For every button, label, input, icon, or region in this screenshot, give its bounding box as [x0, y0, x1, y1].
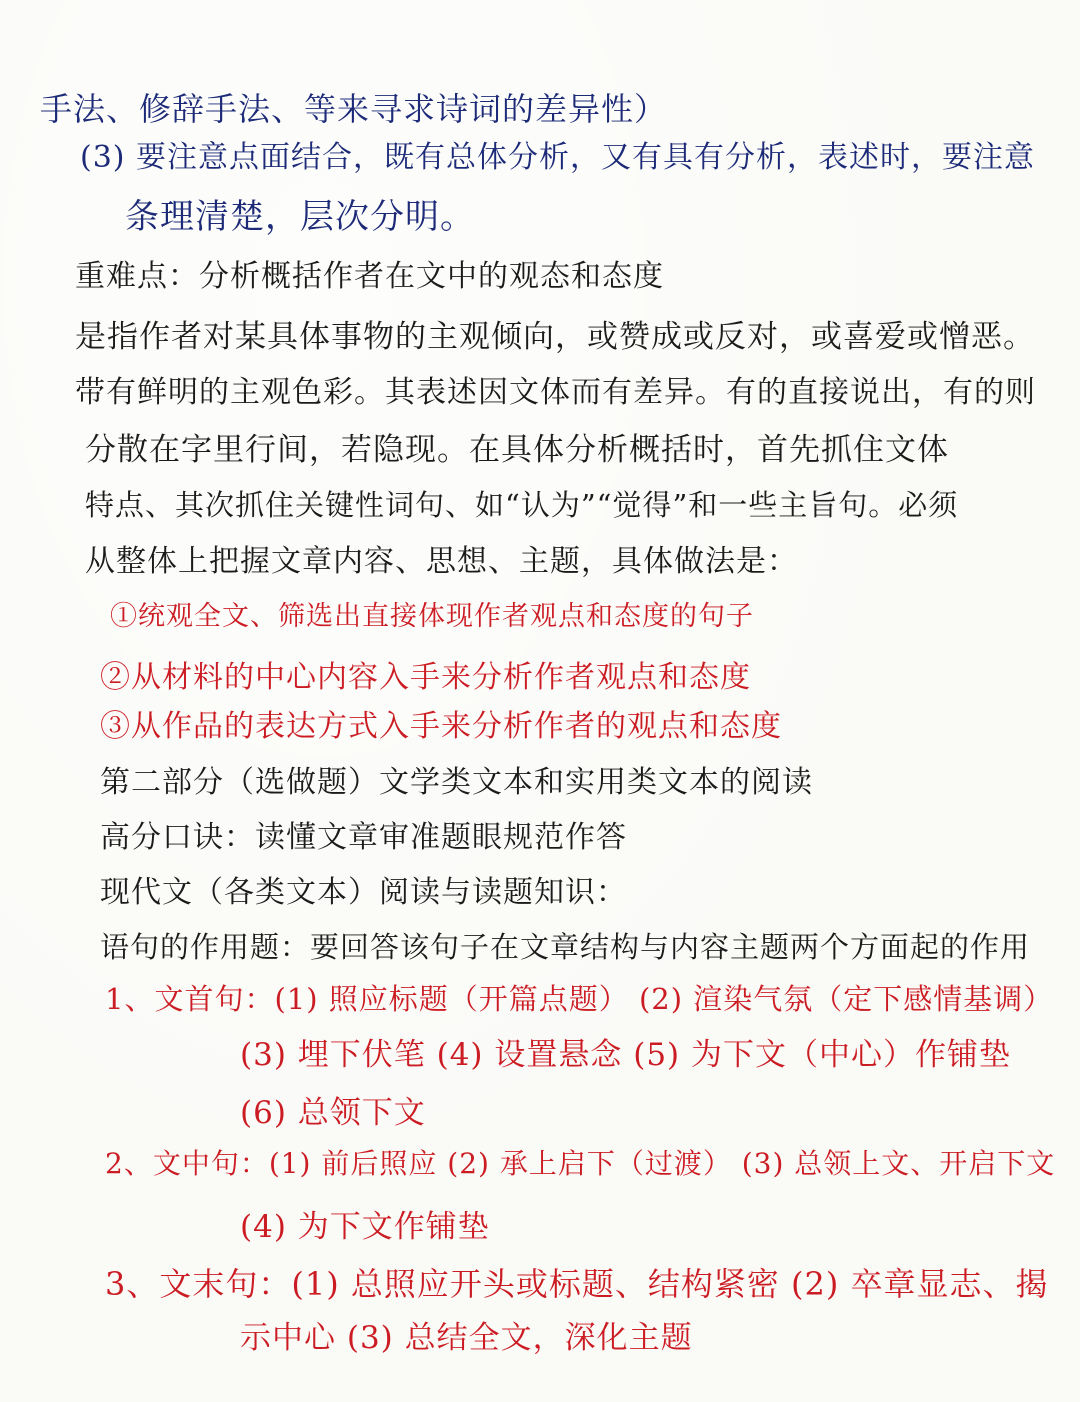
note-line-9: 从整体上把握文章内容、思想、主题，具体做法是：: [85, 544, 798, 579]
note-line-15: 现代文（各类文本）阅读与读题知识：: [100, 875, 627, 910]
note-line-23: 示中心 (3) 总结全文，深化主题: [240, 1320, 693, 1356]
note-line-13: 第二部分（选做题）文学类文本和实用类文本的阅读: [100, 765, 813, 800]
note-line-4: 重难点：分析概括作者在文中的观态和态度: [75, 259, 664, 294]
note-line-17: 1、文首句：(1) 照应标题（开篇点题） (2) 渲染气氛（定下感情基调）: [105, 982, 1054, 1016]
note-line-21: (4) 为下文作铺垫: [240, 1209, 490, 1245]
note-line-5: 是指作者对某具体事物的主观倾向，或赞成或反对，或喜爱或憎恶。: [75, 319, 1035, 355]
note-line-18: (3) 埋下伏笔 (4) 设置悬念 (5) 为下文（中心）作铺垫: [240, 1037, 1012, 1073]
note-line-2: (3) 要注意点面结合，既有总体分析，又有具有分析，表述时，要注意: [80, 140, 1036, 175]
note-line-11: ②从材料的中心内容入手来分析作者观点和态度: [100, 660, 751, 695]
note-line-22: 3、文末句：(1) 总照应开头或标题、结构紧密 (2) 卒章显志、揭: [105, 1265, 1049, 1303]
note-line-3: 条理清楚，层次分明。: [125, 197, 475, 237]
note-line-14: 高分口诀：读懂文章审准题眼规范作答: [100, 820, 627, 855]
note-line-12: ③从作品的表达方式入手来分析作者的观点和态度: [100, 709, 782, 744]
note-line-1: 手法、修辞手法、等来寻求诗词的差异性）: [40, 90, 668, 128]
note-line-16: 语句的作用题：要回答该句子在文章结构与内容主题两个方面起的作用: [100, 930, 1031, 964]
note-line-20: 2、文中句：(1) 前后照应 (2) 承上启下（过渡） (3) 总领上文、开启下文: [105, 1147, 1056, 1180]
note-line-8: 特点、其次抓住关键性词句、如“认为”“觉得”和一些主旨句。必须: [85, 488, 959, 522]
note-line-7: 分散在字里行间，若隐现。在具体分析概括时，首先抓住文体: [85, 432, 949, 468]
note-line-6: 带有鲜明的主观色彩。其表述因文体而有差异。有的直接说出，有的则: [75, 375, 1036, 410]
note-line-19: (6) 总领下文: [240, 1095, 426, 1131]
note-line-10: ①统观全文、筛选出直接体现作者观点和态度的句子: [110, 601, 754, 632]
